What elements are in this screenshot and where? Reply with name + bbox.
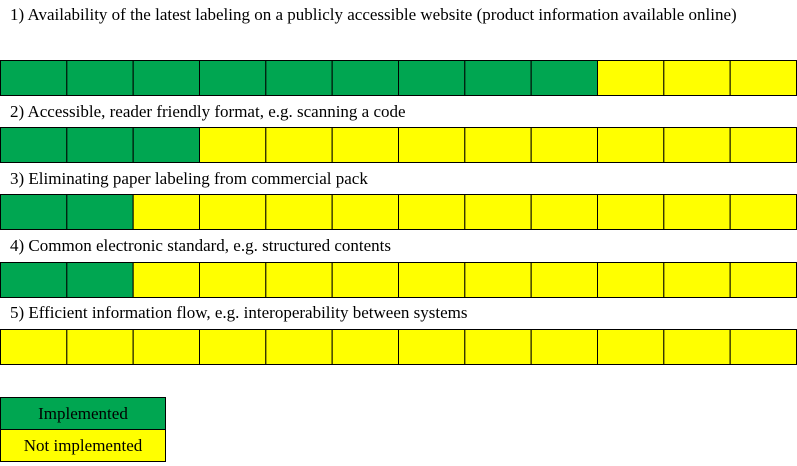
- row-5-cell-9-not-implemented: [531, 330, 597, 365]
- row-1-cell-12-not-implemented: [730, 61, 796, 96]
- row-3-cell-7-not-implemented: [399, 195, 465, 230]
- row-2-cell-6-not-implemented: [332, 128, 398, 163]
- row-3-cell-1-implemented: [1, 195, 67, 230]
- row-3-label: 3) Eliminating paper labeling from commercial pack: [10, 169, 368, 188]
- row-3-cell-8-not-implemented: [465, 195, 531, 230]
- row-5-cell-8-not-implemented: [465, 330, 531, 365]
- row-3-cell-10-not-implemented: [598, 195, 664, 230]
- row-1-cell-10-not-implemented: [598, 61, 664, 96]
- row-5-cell-11-not-implemented: [664, 330, 730, 365]
- row-1-cell-9-implemented: [531, 61, 597, 96]
- row-2-cells: [0, 127, 797, 163]
- row-2-cell-1-implemented: [1, 128, 67, 163]
- row-5-cell-7-not-implemented: [399, 330, 465, 365]
- row-5-cell-2-not-implemented: [67, 330, 133, 365]
- row-5-cell-6-not-implemented: [332, 330, 398, 365]
- row-4-cell-12-not-implemented: [730, 263, 796, 298]
- row-4-cell-11-not-implemented: [664, 263, 730, 298]
- row-5-cell-1-not-implemented: [1, 330, 67, 365]
- row-1-cell-2-implemented: [67, 61, 133, 96]
- row-4-cell-1-implemented: [1, 263, 67, 298]
- row-1-cell-6-implemented: [332, 61, 398, 96]
- row-4-cell-5-not-implemented: [266, 263, 332, 298]
- row-1-cells: [0, 60, 797, 96]
- row-5-cell-10-not-implemented: [598, 330, 664, 365]
- row-5-cell-4-not-implemented: [200, 330, 266, 365]
- row-1-cell-3-implemented: [133, 61, 199, 96]
- row-5-cell-12-not-implemented: [730, 330, 796, 365]
- row-4-cell-4-not-implemented: [200, 263, 266, 298]
- row-2-cell-9-not-implemented: [531, 128, 597, 163]
- row-3-cells: [0, 194, 797, 230]
- row-1-cell-8-implemented: [465, 61, 531, 96]
- row-5-cells: [0, 329, 797, 365]
- legend: [0, 397, 166, 462]
- row-2-cell-7-not-implemented: [399, 128, 465, 163]
- row-2-label: 2) Accessible, reader friendly format, e.g. scanning a code: [10, 102, 406, 121]
- row-5-bar: [0, 329, 797, 365]
- row-4-cell-2-implemented: [67, 263, 133, 298]
- row-4-bar: [0, 262, 797, 298]
- legend-not-implemented: Not implemented: [0, 430, 166, 462]
- row-2-bar: [0, 127, 797, 163]
- row-3-cell-9-not-implemented: [531, 195, 597, 230]
- row-2-cell-3-implemented: [133, 128, 199, 163]
- row-4-cell-8-not-implemented: [465, 263, 531, 298]
- row-2-cell-5-not-implemented: [266, 128, 332, 163]
- row-4-cell-3-not-implemented: [133, 263, 199, 298]
- row-2-cell-4-not-implemented: [200, 128, 266, 163]
- row-4-cell-9-not-implemented: [531, 263, 597, 298]
- row-3-cell-4-not-implemented: [200, 195, 266, 230]
- row-2-cell-2-implemented: [67, 128, 133, 163]
- row-3-cell-6-not-implemented: [332, 195, 398, 230]
- row-5-label: 5) Efficient information flow, e.g. interoperability between systems: [10, 303, 468, 322]
- row-4-cell-7-not-implemented: [399, 263, 465, 298]
- row-3-bar: [0, 194, 797, 230]
- row-1-cell-5-implemented: [266, 61, 332, 96]
- row-3-cell-2-implemented: [67, 195, 133, 230]
- row-4-cells: [0, 262, 797, 298]
- row-5-cell-5-not-implemented: [266, 330, 332, 365]
- row-3-cell-11-not-implemented: [664, 195, 730, 230]
- row-1-cell-7-implemented: [399, 61, 465, 96]
- row-3-cell-12-not-implemented: [730, 195, 796, 230]
- row-1-cell-11-not-implemented: [664, 61, 730, 96]
- row-4-label: 4) Common electronic standard, e.g. structured contents: [10, 236, 391, 255]
- row-1-cell-4-implemented: [200, 61, 266, 96]
- row-3-cell-5-not-implemented: [266, 195, 332, 230]
- row-2-cell-12-not-implemented: [730, 128, 796, 163]
- row-1-label: 1) Availability of the latest labeling on a publicly accessible website (product information available online): [10, 5, 737, 24]
- row-1-cell-1-implemented: [1, 61, 67, 96]
- row-3-cell-3-not-implemented: [133, 195, 199, 230]
- row-5-cell-3-not-implemented: [133, 330, 199, 365]
- row-1-bar: [0, 60, 797, 96]
- row-2-cell-8-not-implemented: [465, 128, 531, 163]
- row-2-cell-11-not-implemented: [664, 128, 730, 163]
- legend-implemented: Implemented: [0, 397, 166, 430]
- row-4-cell-6-not-implemented: [332, 263, 398, 298]
- row-4-cell-10-not-implemented: [598, 263, 664, 298]
- row-2-cell-10-not-implemented: [598, 128, 664, 163]
